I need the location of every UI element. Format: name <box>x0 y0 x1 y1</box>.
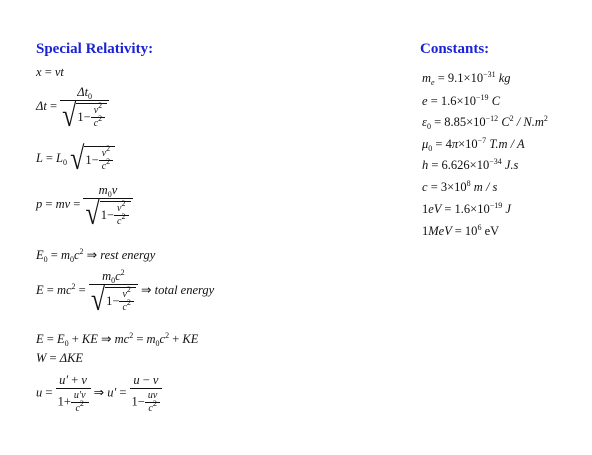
const-planck: $h = 6.626\times 10^{-34}$ J.s <box>422 157 519 172</box>
const-speed-of-light: $c = 3\times 10^8$ m / s <box>422 179 498 194</box>
rest-energy-formula: $E_0 = m_0c^2$ ⇒ rest energy <box>36 247 156 264</box>
length-contraction-formula: $L = L_0$ √ 1− $\frac{v^2}{c^2}$ <box>36 146 115 172</box>
momentum-formula: p = mv = $m_0v$ √ 1− $\frac{v^2}{c^2}$ <box>36 184 133 227</box>
const-electron-mass: $m_e = 9.1\times 10^{-31}$ kg <box>422 70 511 87</box>
energy-sum-formula: $E = E_0$ + KE ⇒ $mc^2 = m_0c^2$ + KE <box>36 331 199 348</box>
const-elementary-charge: $e = 1.6\times 10^{-19}$ C <box>422 93 501 108</box>
const-permittivity: $\varepsilon_0 = 8.85\times 10^{-12}$ $C^2 / N.m^2$ <box>422 114 548 131</box>
total-energy-formula: $E = mc^2$ = $m_0c^2$ √ 1− $\frac{v^2}{c^2}$ ⇒ total energy <box>36 268 215 317</box>
constants-heading: Constants: <box>420 41 490 57</box>
time-dilation-formula: Δt = $\Delta t_0$ √ 1− $\frac{v^2}{c^2}$ <box>36 86 109 129</box>
velocity-addition-formula: u = u′ + v 1+ $\frac{u'v}{c^2}$ ⇒ u′ = u − v 1− $\frac{uv}{c^2}$ <box>36 374 162 414</box>
distance-formula: x = vt <box>36 65 64 79</box>
const-mega-electron-volt: $1MeV = 10^6$ eV <box>422 223 500 238</box>
const-electron-volt: $1eV = 1.6\times 10^{-19}$ J <box>422 201 511 216</box>
const-permeability: $\mu_0 = 4\pi\times 10^{-7}$ T.m / A <box>422 136 525 153</box>
special-relativity-heading: Special Relativity: <box>36 41 154 57</box>
work-formula: W = ΔKE <box>36 351 84 365</box>
